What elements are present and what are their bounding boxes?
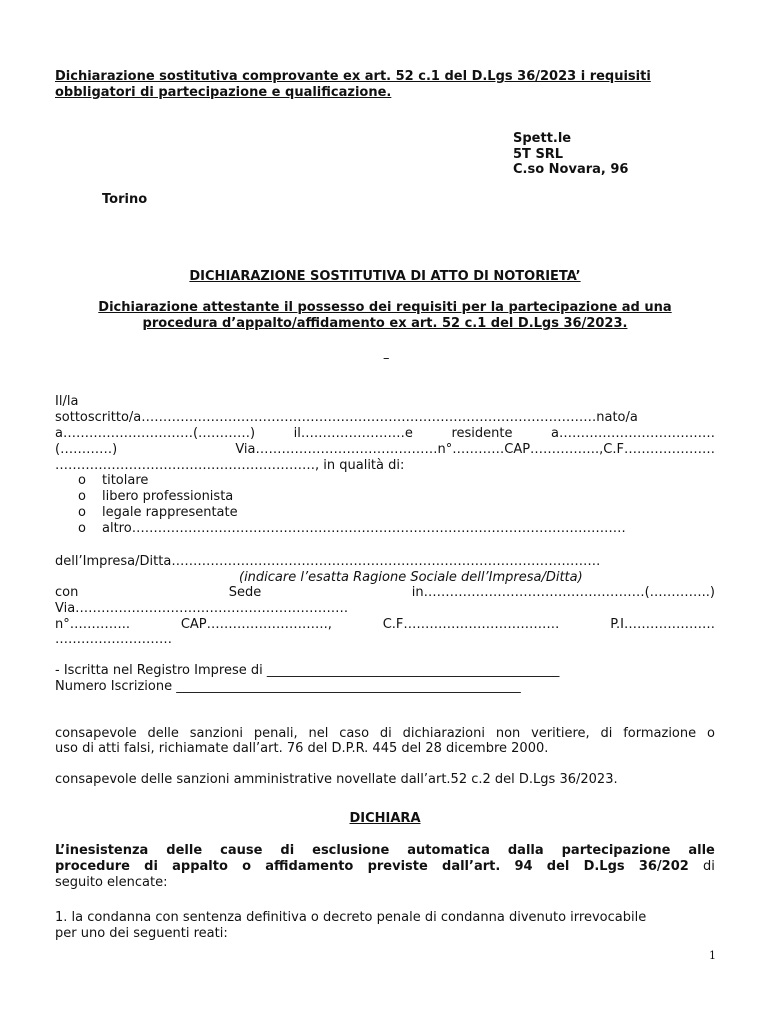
form-sede: Sede	[228, 585, 262, 600]
form-sede-line	[55, 585, 715, 600]
word: penali,	[253, 726, 298, 741]
quality-label: legale rappresentate	[102, 505, 238, 520]
bullet-circle-icon: o	[78, 505, 86, 520]
form-con: con	[55, 585, 79, 600]
word: dalla	[507, 843, 544, 858]
word: veritiere,	[531, 726, 590, 741]
form-birth-place: a…………………………(…………)	[55, 426, 256, 441]
consapevole-amministrative: consapevole delle sanzioni amministrative novellate dall’art.52 c.2 del D.Lgs 36/2023.	[55, 772, 618, 787]
document-title-line2: obbligatori di partecipazione e qualificazione.	[55, 85, 392, 100]
form-birth-date: il……………………e	[293, 426, 413, 441]
consapevole-penali-line1	[55, 726, 715, 741]
inesistenza-line3: seguito elencate:	[55, 875, 168, 890]
word: esclusione	[312, 843, 390, 858]
word: cause	[220, 843, 263, 858]
separator-dash: –	[383, 351, 390, 366]
word: D.Lgs	[583, 859, 625, 874]
word: dichiarazioni	[402, 726, 485, 741]
form-quality-intro: ……………………………………………………, in qualità di:	[55, 458, 405, 473]
form-birth-residence-line	[55, 426, 715, 441]
form-number: n°…………..	[55, 617, 131, 632]
form-il-la: Il/la	[55, 394, 79, 409]
form-cf: C.F………………………………	[382, 617, 560, 632]
word: sanzioni	[189, 726, 243, 741]
document-title-line1: Dichiarazione sostitutiva comprovante ex art. 52 c.1 del D.Lgs 36/2023 i requisiti	[55, 69, 651, 84]
sub-heading-line1: Dichiarazione attestante il possesso dei requisiti per la partecipazione ad una	[98, 300, 672, 315]
form-last-dots: ………………………	[55, 632, 172, 647]
quality-option-altro	[78, 521, 626, 536]
form-impresa-line: dell’Impresa/Ditta………………………………………………………………………………………	[55, 554, 601, 569]
word: caso	[339, 726, 370, 741]
word: nel	[308, 726, 329, 741]
quality-label: libero professionista	[102, 489, 234, 504]
main-heading: DICHIARAZIONE SOSTITUTIVA DI ATTO DI NOTORIETA’	[189, 269, 581, 284]
word: consapevole	[55, 726, 137, 741]
recipient-company: 5T SRL	[513, 147, 564, 162]
word: non	[495, 726, 521, 741]
form-cap: CAP……………………….,	[180, 617, 332, 632]
word: del	[546, 859, 570, 874]
word: di	[379, 726, 392, 741]
word: dall’art.	[442, 859, 501, 874]
word: o	[706, 726, 715, 741]
form-address-line	[55, 442, 715, 457]
bullet-circle-icon: o	[78, 473, 86, 488]
word: alle	[688, 843, 715, 858]
word: appalto	[172, 859, 228, 874]
word: di	[144, 859, 158, 874]
inesistenza-line2	[55, 859, 715, 874]
word: delle	[147, 726, 179, 741]
form-numero-iscrizione: Numero Iscrizione _____________________________________________________	[55, 679, 521, 694]
word: 94	[514, 859, 533, 874]
recipient-address: C.so Novara, 96	[513, 162, 629, 177]
bullet-circle-icon: o	[78, 521, 86, 536]
quality-option-titolare	[78, 473, 148, 488]
dichiara-heading: DICHIARA	[349, 811, 421, 826]
form-via-cap-cf: Via……………………………………n°…………CAP…………….,C.F…………………	[235, 442, 715, 457]
inesistenza-line1	[55, 843, 715, 858]
form-pi: P.I…………………	[610, 617, 715, 632]
word: affidamento	[265, 859, 354, 874]
form-via-line: Via………………………………………………………	[55, 601, 349, 616]
bullet-circle-icon: o	[78, 489, 86, 504]
sub-heading-line2: procedura d’appalto/affidamento ex art. 52 c.1 del D.Lgs 36/2023.	[142, 316, 628, 331]
word: di	[280, 843, 295, 858]
item1-line2: per uno dei seguenti reati:	[55, 926, 228, 941]
recipient-salutation: Spett.le	[513, 131, 572, 146]
quality-label: titolare	[102, 473, 149, 488]
form-sede-in: in……………………………………………(…………..)	[411, 585, 715, 600]
word: di	[600, 726, 613, 741]
page-number: 1	[709, 949, 716, 962]
quality-option-libero-professionista	[78, 489, 233, 504]
word: 36/202	[638, 859, 689, 874]
word: L’inesistenza	[55, 843, 149, 858]
consapevole-penali-line2: uso di atti falsi, richiamate dall’art. 76 del D.P.R. 445 del 28 dicembre 2000.	[55, 741, 549, 756]
word: previste	[367, 859, 428, 874]
word: partecipazione	[561, 843, 671, 858]
word: o	[242, 859, 252, 874]
item1-line1: 1. la condanna con sentenza definitiva o decreto penale di condanna divenuto irrevocabile	[55, 910, 647, 925]
word: procedure	[55, 859, 130, 874]
word: di	[703, 859, 715, 874]
form-residente: residente	[451, 426, 513, 441]
quality-label: altro……………………………………………………………………………………………………	[102, 521, 626, 536]
word: automatica	[407, 843, 490, 858]
recipient-city: Torino	[102, 192, 148, 207]
quality-option-legale-rappresentate	[78, 505, 238, 520]
word: delle	[166, 843, 203, 858]
word: formazione	[623, 726, 697, 741]
form-cap-line	[55, 617, 715, 632]
form-sottoscritto-line: sottoscritto/a……………………………………………………………………………………………nato/a	[55, 410, 638, 425]
form-residence-place: a………………………………	[551, 426, 715, 441]
form-registro-imprese: - Iscritta nel Registro Imprese di _____________________________________________	[55, 663, 560, 678]
form-province: (…………)	[55, 442, 118, 457]
form-impresa-hint: (indicare l’esatta Ragione Sociale dell’Impresa/Ditta)	[239, 570, 583, 585]
